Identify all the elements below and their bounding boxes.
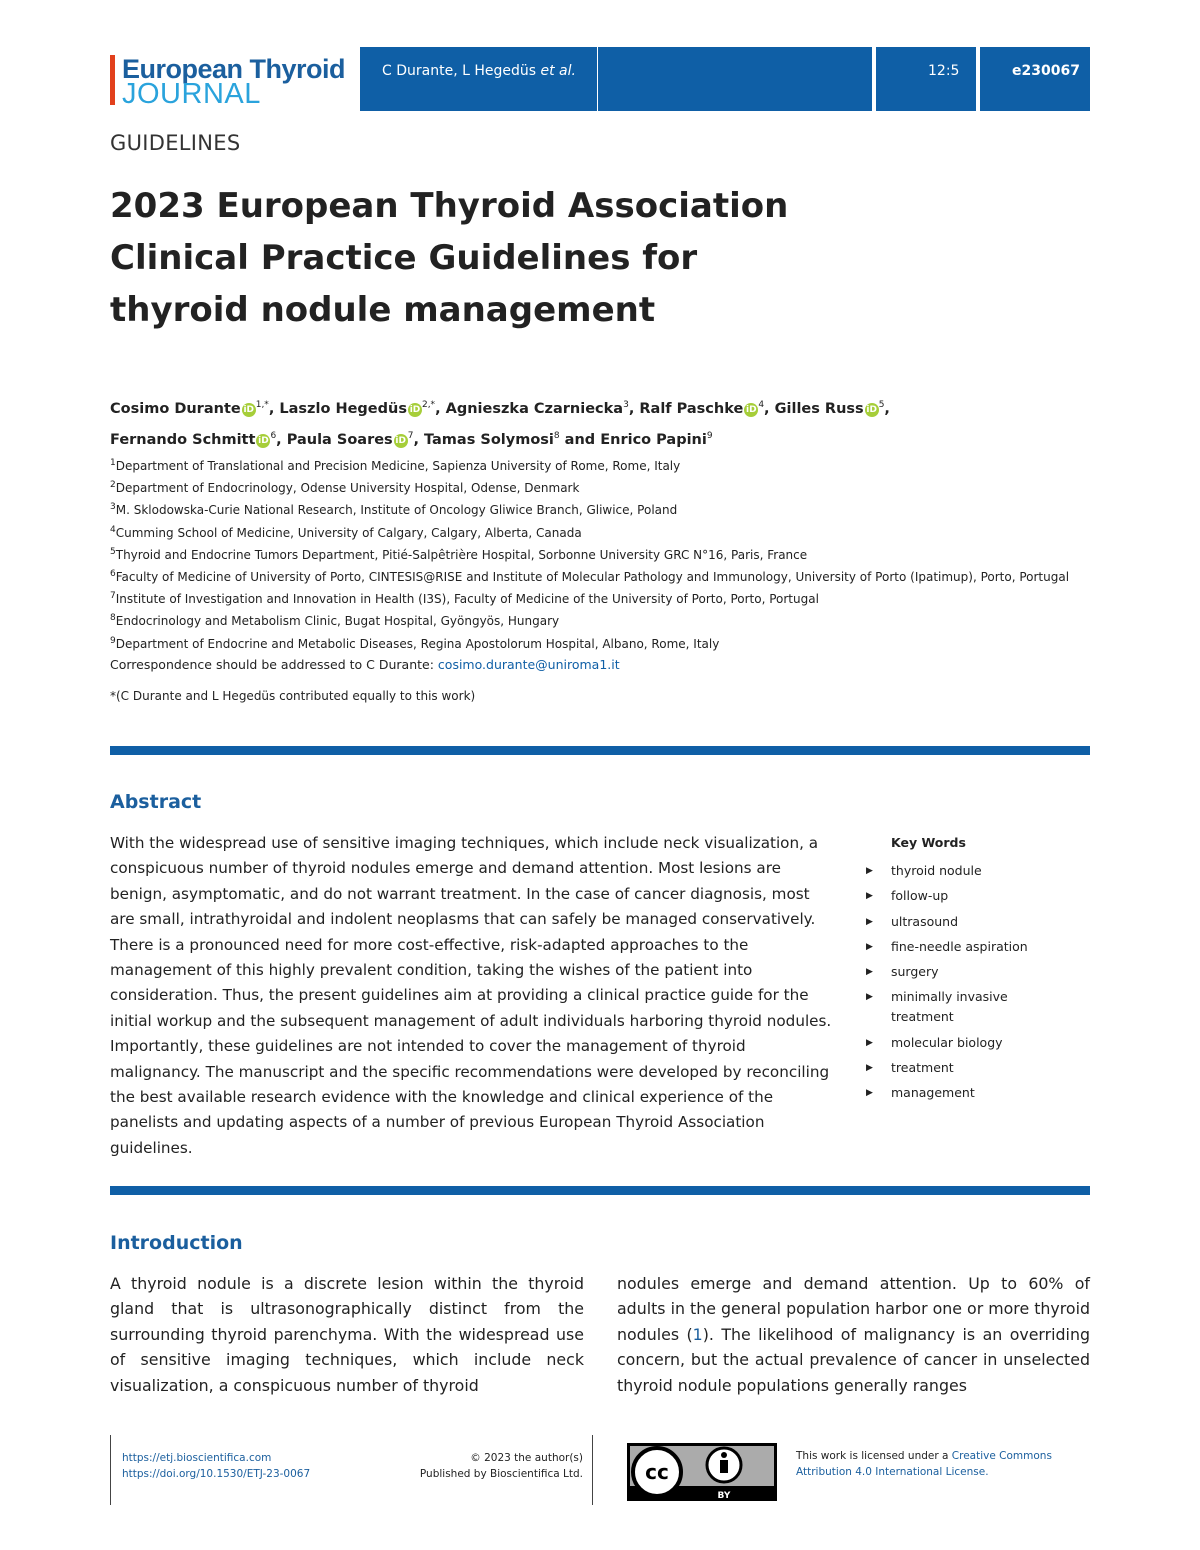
- affiliation-text: M. Sklodowska-Curie National Research, Institute of Oncology Gliwice Branch, Gliwice, Poland: [115, 503, 678, 518]
- author-name: Agnieszka Czarniecka: [445, 400, 624, 417]
- author-name: Ralf Paschke: [639, 400, 744, 417]
- affiliation-item: [110, 521, 1070, 543]
- header-volume-bar: [876, 47, 976, 111]
- doi-link[interactable]: https://doi.org/10.1530/ETJ-23-0067: [122, 1468, 311, 1480]
- section-label: GUIDELINES: [110, 131, 241, 155]
- introduction-column-2: nodules emerge and demand attention. Up to 60% of adults in the general population harbor one or more thyroid nodules (1). The likelihood of malignancy is an overriding concern, but the actual prevalence of cancer in unselected thyroid nodule populations generally ranges: [617, 1274, 1090, 1395]
- affiliation-text: Department of Endocrine and Metabolic Diseases, Regina Apostolorum Hospital, Albano, Rome, Italy: [115, 636, 720, 651]
- orcid-icon[interactable]: iD: [395, 435, 406, 446]
- title-line: thyroid nodule management: [110, 290, 656, 330]
- orcid-icon[interactable]: iD: [409, 404, 421, 415]
- license-text: This work is licensed under a Creative Commons Attribution 4.0 International License.: [796, 1450, 1052, 1478]
- header-article-id: e230067: [1012, 63, 1080, 79]
- orcid-icon[interactable]: iD: [243, 404, 254, 415]
- keyword-item: ▶ surgery: [866, 962, 1066, 982]
- correspondence-label: Correspondence should be addressed to C Durante:: [110, 657, 438, 672]
- affiliation-number: 2: [110, 480, 116, 491]
- affiliation-item: [110, 632, 1070, 654]
- affiliation-text: Thyroid and Endocrine Tumors Department, Pitié-Salpêtrière Hospital, Sorbonne University GRC N°16, Paris, France: [115, 547, 808, 562]
- keyword-item: ▶ thyroid nodule: [866, 861, 1066, 881]
- copyright: © 2023 the author(s): [470, 1452, 583, 1464]
- author-affiliation-sup: 3: [623, 400, 629, 410]
- keyword-item: ▶ molecular biology: [866, 1033, 1066, 1053]
- affiliation-number: 9: [110, 635, 116, 646]
- author-affiliation-sup: 6: [270, 430, 277, 441]
- journal-url[interactable]: https://etj.bioscientifica.com: [122, 1452, 272, 1464]
- author-affiliation-sup: 7: [407, 430, 414, 441]
- author-list: Cosimo Durante iD $^{1,*}$, Laszlo Hegedüs iD $^{2,*}$, Agnieszka Czarniecka$^3$, Ralf Paschke iD $^4$, Gilles Russ iD $^5$, Fernando Schmitt iD $^6$, Paula Soares iD $^7$, Tamas Solymosi$^8$ and Enrico Papini$^9$: [110, 400, 890, 448]
- author-name: Laszlo Hegedüs: [279, 400, 407, 417]
- keyword-item: ▶ follow-up: [866, 886, 1066, 906]
- affiliation-number: 8: [110, 613, 116, 624]
- affiliation-number: 3: [110, 502, 116, 513]
- header-authors-bar: [360, 47, 872, 111]
- header-article-id-bar: [980, 47, 1090, 111]
- affiliation-item: [110, 543, 1070, 565]
- footer-divider: [592, 1435, 593, 1505]
- license-link[interactable]: Creative Commons: [951, 1450, 1052, 1462]
- affiliation-text: Endocrinology and Metabolism Clinic, Bugat Hospital, Gyöngyös, Hungary: [115, 614, 560, 629]
- author-name: Paula Soares: [286, 431, 393, 448]
- author-name: Cosimo Durante: [110, 400, 241, 417]
- cc-by-license-icon[interactable]: [627, 1443, 777, 1501]
- affiliation-item: [110, 609, 1070, 631]
- introduction-heading: Introduction: [110, 1232, 243, 1254]
- introduction-column-1: A thyroid nodule is a discrete lesion within the thyroid gland that is ultrasonographically distinct from the surrounding thyroid parenchyma. With the widespread use of sensitive imaging techniques, which include neck visualization, a conspicuous number of thyroid: [110, 1274, 584, 1395]
- keyword-item: ▶ management: [866, 1083, 1066, 1103]
- title-line: 2023 European Thyroid Association: [110, 186, 789, 226]
- author-affiliation-sup: 8: [553, 430, 560, 441]
- author-name: Gilles Russ: [774, 400, 864, 417]
- footer-divider: [110, 1435, 111, 1505]
- affiliation-text: Cumming School of Medicine, University of Calgary, Calgary, Alberta, Canada: [115, 525, 582, 540]
- correspondence: [110, 657, 620, 672]
- affiliation-text: Faculty of Medicine of University of Porto, CINTESIS@RISE and Institute of Molecular Pathology and Immunology, University of Porto (Ipatimup), Porto, Portugal: [115, 570, 1070, 585]
- orcid-icon[interactable]: iD: [746, 404, 757, 415]
- article-title: [110, 180, 870, 336]
- affiliation-text: Institute of Investigation and Innovation in Health (I3S), Faculty of Medicine of the University of Porto, Porto, Portugal: [115, 592, 819, 607]
- keywords-heading: Key Words: [891, 835, 966, 850]
- author-affiliation-sup: 5: [878, 400, 885, 410]
- author-affiliation-sup: 9: [706, 430, 713, 441]
- orcid-icon[interactable]: iD: [258, 435, 269, 446]
- orcid-icon[interactable]: iD: [866, 404, 877, 415]
- author-name: Fernando Schmitt: [110, 431, 256, 448]
- affiliation-item: [110, 498, 1070, 520]
- author-name: Tamas Solymosi: [424, 431, 554, 448]
- journal-logo-line1: European Thyroid: [122, 54, 346, 84]
- svg-text:cc: cc: [645, 1460, 669, 1484]
- reference-link[interactable]: 1: [692, 1324, 703, 1344]
- affiliation-number: 1: [110, 458, 116, 468]
- header-volume: 12:5: [928, 63, 960, 79]
- title-line: Clinical Practice Guidelines for: [110, 238, 698, 278]
- keyword-item: ▶ treatment: [866, 1058, 1066, 1078]
- author-affiliation-sup: 2,*: [421, 400, 436, 410]
- abstract-text: With the widespread use of sensitive imaging techniques, which include neck visualization, a conspicuous number of thyroid nodules emerge and demand attention. Most lesions are benign, asymptomatic, and do not warrant treatment. In the case of cancer diagnosis, most are small, intrathyroidal and indolent neoplasms that can safely be managed conservatively. There is a pronounced need for more cost-effective, risk-adapted approaches to the management of this highly prevalent condition, taking the wishes of the patient into consideration. Thus, the present guidelines aim at providing a clinical practice guide for the initial workup and the subsequent management of adult individuals harboring thyroid nodules. Importantly, these guidelines are not intended to cover the management of thyroid malignancy. The manuscript and the specific recommendations were developed by reconciling the best available research evidence with the knowledge and clinical experience of the panelists and updating aspects of a number of previous European Thyroid Association guidelines.: [110, 834, 832, 1157]
- keyword-item: ▶ fine-needle aspiration: [866, 937, 1066, 957]
- affiliation-text: Department of Endocrinology, Odense University Hospital, Odense, Denmark: [115, 481, 580, 496]
- affiliation-item: [110, 476, 1070, 498]
- affiliation-item: [110, 587, 1070, 609]
- keyword-item: ▶ ultrasound: [866, 912, 1066, 932]
- author-affiliation-sup: 4: [758, 400, 765, 410]
- author-affiliation-sup: 1,*: [255, 400, 269, 410]
- abstract-heading: Abstract: [110, 791, 202, 813]
- journal-logo-line2: JOURNAL: [122, 78, 261, 110]
- license-link[interactable]: Attribution 4.0 International License.: [796, 1466, 989, 1478]
- header-authors: C Durante, L Hegedüs et al.: [382, 63, 576, 79]
- publisher: Published by Bioscientifica Ltd.: [419, 1468, 583, 1480]
- keywords-list: [866, 861, 1066, 1109]
- cc-badge-label: BY: [717, 1491, 731, 1501]
- section-divider: [110, 1186, 1090, 1195]
- equal-contribution-note: *(C Durante and L Hegedüs contributed equally to this work): [110, 689, 476, 703]
- affiliation-number: 6: [110, 569, 116, 580]
- affiliation-number: 7: [110, 591, 116, 602]
- keyword-item: ▶ minimally invasive treatment: [866, 987, 1066, 1027]
- affiliation-list: [110, 454, 1070, 654]
- affiliation-item: [110, 565, 1070, 587]
- affiliation-number: 4: [110, 524, 116, 535]
- affiliation-item: [110, 454, 1070, 476]
- author-name: Enrico Papini: [600, 431, 707, 448]
- affiliation-text: Department of Translational and Precision Medicine, Sapienza University of Rome, Rome, Italy: [115, 459, 681, 473]
- section-divider: [110, 746, 1090, 755]
- correspondence-email-link[interactable]: cosimo.durante@uniroma1.it: [437, 657, 620, 672]
- logo-accent-bar: [110, 55, 115, 105]
- affiliation-number: 5: [110, 546, 116, 557]
